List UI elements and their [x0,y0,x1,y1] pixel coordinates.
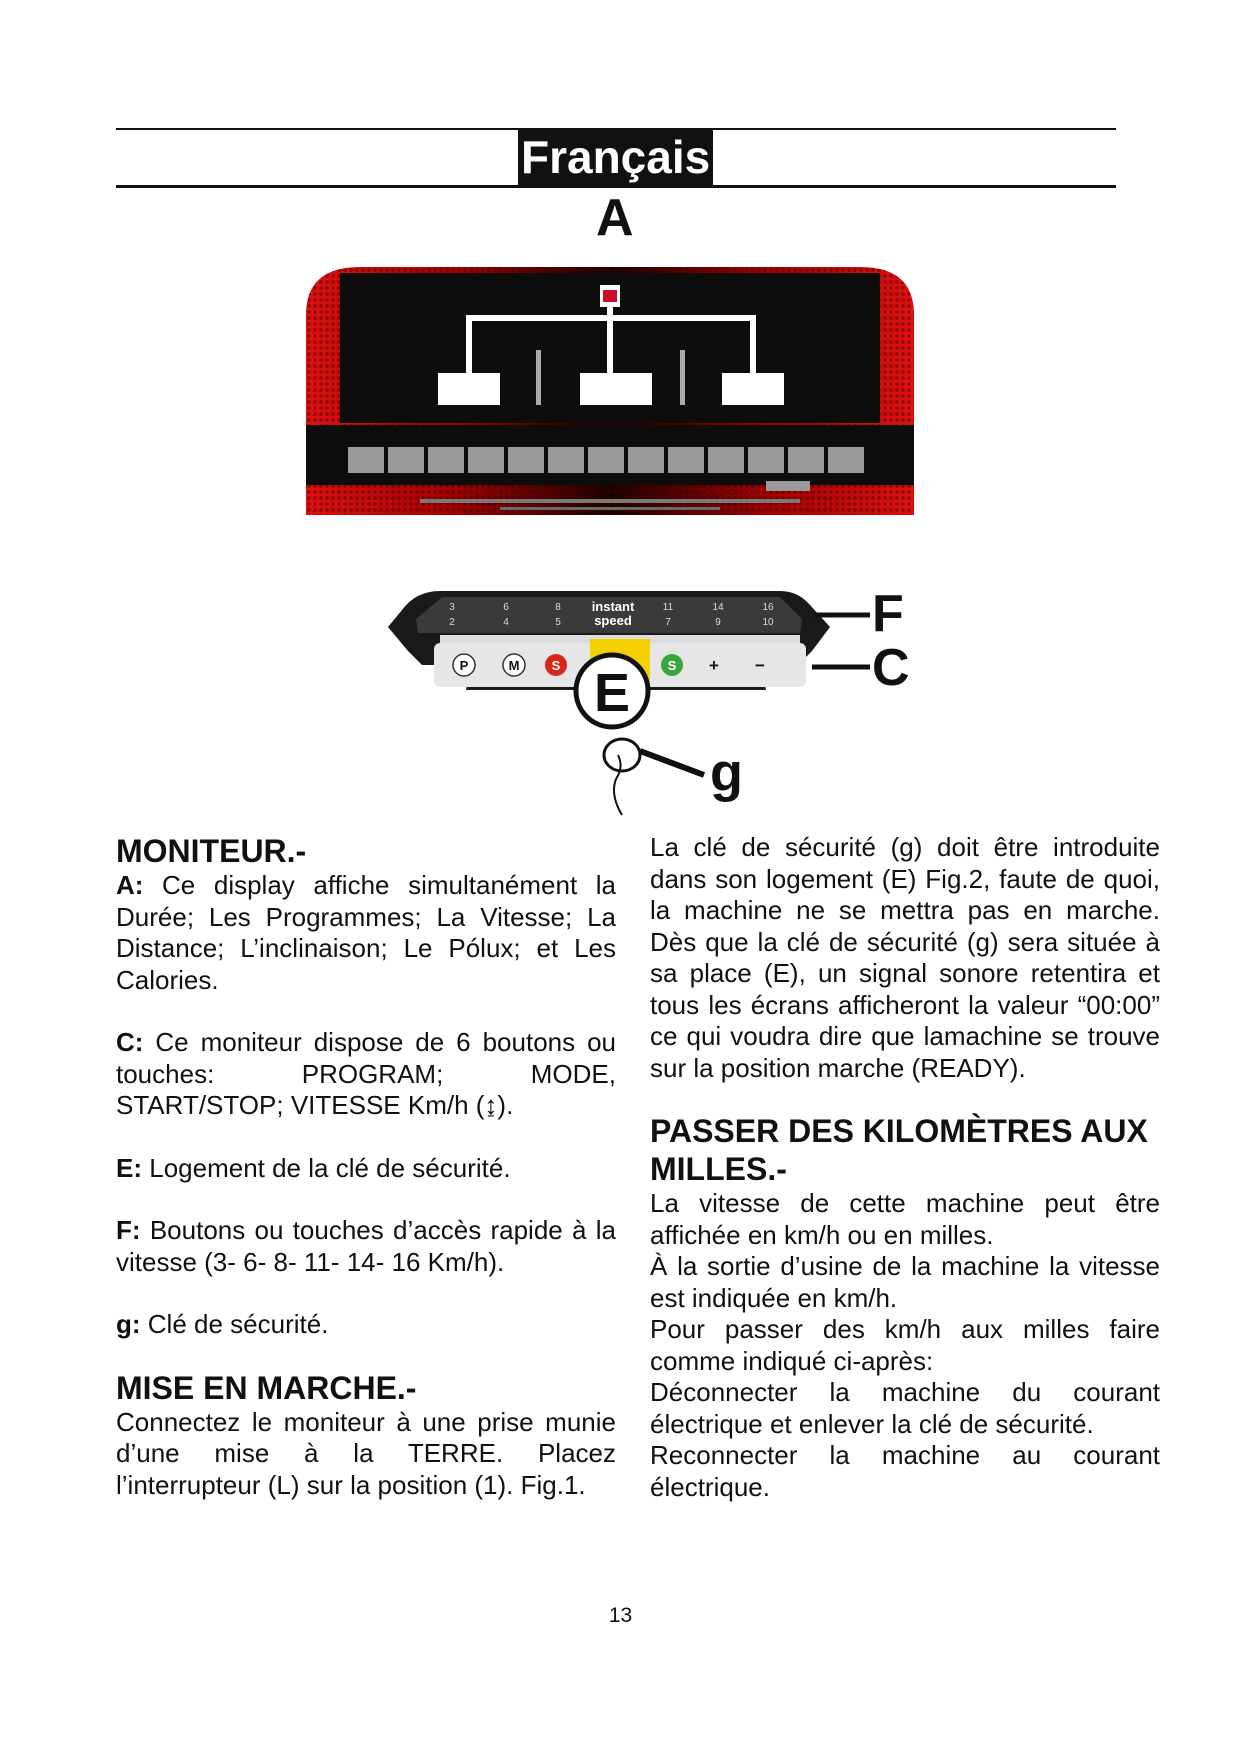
speed-up-button: + [709,656,719,675]
label-f: F [872,585,904,643]
figure-label-a: A [596,189,634,247]
left-column [116,832,616,1501]
stop-button: S [551,658,561,673]
item-a-text: Ce display affiche simultanément la Durée; Les Programmes; La Vitesse; La Distance; L’inclinaison; Le Pólux; et Les Calories. [116,870,616,995]
speed-bottom-2: 4 [503,617,509,628]
item-a [116,870,616,996]
speed-bottom-4: 7 [665,617,671,628]
instant-label: instant [591,599,635,614]
item-g-text: Clé de sécurité. [147,1309,329,1339]
passer-heading: PASSER DES KILOMÈTRES AUX MILLES.- [650,1113,1148,1187]
item-a-term: A: [116,870,144,900]
program-button: P [459,658,469,673]
moniteur-heading: MONITEUR.- [116,833,307,869]
speed-top-1: 3 [449,602,455,613]
speed-label: speed [594,613,632,628]
safety-key [604,739,743,815]
mode-button: M [508,658,520,673]
label-e: E [593,663,631,723]
mise-en-marche-heading: MISE EN MARCHE.- [116,1369,417,1406]
item-f-term: F: [116,1215,141,1245]
speed-bottom-3: 5 [555,617,561,628]
item-f-text: Boutons ou touches d’accès rapide à la vitesse (3- 6- 8- 11- 14- 16 Km/h). [116,1215,616,1277]
label-g: g [710,743,743,803]
mise-en-marche-text: Connectez le moniteur à une prise munie d’une mise à la TERRE. Placez l’interrupteur (L) sur la position (1). Fig.1. [116,1406,616,1500]
item-e [116,1153,616,1185]
item-e-text: Logement de la clé de sécurité. [149,1152,511,1183]
speed-down-button: − [755,656,765,675]
speed-top-5: 14 [712,602,724,613]
item-c-term: C: [116,1027,144,1057]
speed-top-6: 16 [762,602,774,613]
start-button: S [667,658,677,673]
item-g [116,1309,616,1341]
passer-paragraph-1: La vitesse de cette machine peut être affichée en km/h ou en milles. [650,1188,1160,1250]
speed-top-4: 11 [662,602,674,613]
item-g-term: g: [116,1309,141,1339]
speed-bottom-6: 10 [762,617,774,628]
passer-paragraph-2: À la sortie d’usine de la machine la vitesse est indiquée en km/h. [650,1251,1160,1313]
passer-paragraph-3: Pour passer des km/h aux milles faire comme indiqué ci-après: [650,1314,1160,1376]
passer-paragraph-5: Reconnecter la machine au courant électrique. [650,1440,1160,1502]
speed-top-2: 6 [503,602,509,613]
page-number: 13 [608,1604,633,1627]
right-column [650,832,1160,1503]
speed-bottom-1: 2 [449,617,455,628]
console-figure [300,255,940,825]
language-title: Français [518,128,713,186]
item-c [116,1027,616,1122]
label-c: C [872,639,910,697]
item-c-text: Ce moniteur dispose de 6 boutons ou touches: PROGRAM; MODE, START/STOP; VITESSE Km/h (↨). [116,1027,616,1120]
item-e-term: E: [116,1152,142,1183]
speed-bottom-5: 9 [715,617,721,628]
passer-paragraph-4: Déconnecter la machine du courant électrique et enlever la clé de sécurité. [650,1377,1160,1439]
item-f [116,1215,616,1278]
speed-top-3: 8 [555,602,561,613]
display-panel [306,267,914,515]
safety-key-slot [576,655,648,727]
security-key-text: La clé de sécurité (g) doit être introduite dans son logement (E) Fig.2, faute de quoi, la machine ne se mettra pas en marche. Dès que la clé de sécurité (g) sera située à sa place (E), un signal sonore retentira et tous les écrans afficheront la valeur “00:00” ce qui voudra dire que lamachine se trouve sur la position marche (READY). [650,832,1160,1083]
